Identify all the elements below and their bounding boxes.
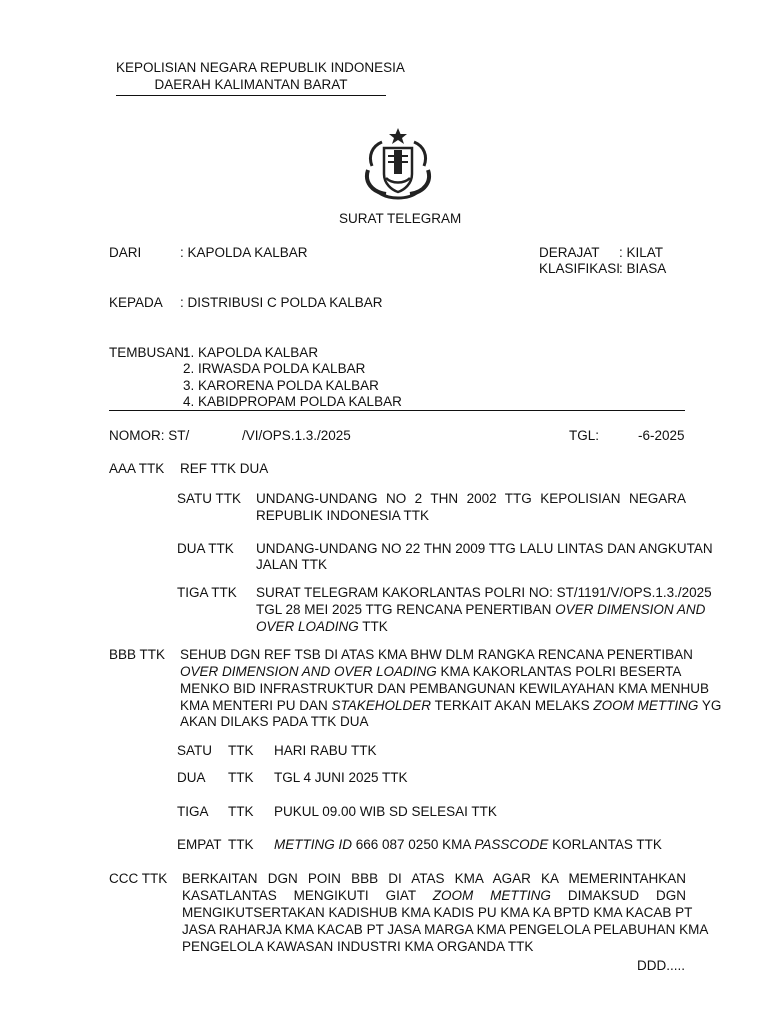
bbb-line-italic: STAKEHOLDER: [331, 698, 432, 713]
bbb-item-text: TGL 4 JUNI 2025 TTK: [274, 770, 408, 785]
tembusan-item: 3. KARORENA POLDA KALBAR: [183, 378, 379, 393]
aaa-item-number: TIGA TTK: [177, 585, 237, 600]
bbb-marker: BBB TTK: [109, 647, 166, 662]
document-title: SURAT TELEGRAM: [339, 211, 462, 226]
aaa-text: REF TTK DUA: [180, 461, 269, 476]
kepada-value: : DISTRIBUSI C POLDA KALBAR: [180, 295, 383, 310]
bbb-item-text: PUKUL 09.00 WIB SD SELESAI TTK: [274, 804, 497, 819]
polri-emblem-icon: [358, 126, 438, 202]
continuation-marker: DDD.....: [637, 958, 686, 973]
aaa-item-line: [256, 619, 388, 636]
bbb-line-italic: ZOOM METTING: [593, 698, 699, 713]
ccc-line: PENGELOLA KAWASAN INDUSTRI KMA ORGANDA TTK: [182, 939, 534, 954]
ccc-line: BERKAITAN DGN POIN BBB DI ATAS KMA AGAR KA MEMERINTAHKAN: [182, 871, 686, 886]
bbb-line: MENKO BID INFRASTRUKTUR DAN PEMBANGUNAN KEWILAYAHAN KMA MENHUB: [180, 681, 710, 696]
bbb-item-text: HARI RABU TTK: [274, 743, 377, 758]
aaa-item-line: SURAT TELEGRAM KAKORLANTAS POLRI NO: ST/1191/V/OPS.1.3./2025: [256, 585, 712, 600]
nomor-label: NOMOR: ST/: [109, 428, 190, 443]
aaa-marker: AAA TTK: [109, 461, 165, 476]
nomor-value: /VI/OPS.1.3./2025: [242, 428, 351, 443]
bbb-line-part: TERKAIT AKAN MELAKS: [431, 698, 594, 713]
ccc-line-part: DIMAKSUD DGN: [550, 888, 686, 903]
tembusan-item: 1. KAPOLDA KALBAR: [183, 345, 319, 360]
aaa-item-line-italic: OVER LOADING: [256, 619, 359, 634]
tembusan-item: 4. KABIDPROPAM POLDA KALBAR: [183, 394, 402, 409]
header-underline: [116, 95, 386, 96]
header-line-2: DAERAH KALIMANTAN BARAT: [154, 77, 348, 92]
aaa-item-line: [256, 602, 705, 619]
bbb-item-number: TIGA: [177, 804, 209, 819]
aaa-item-line: JALAN TTK: [256, 557, 328, 572]
bbb-item-number: DUA: [177, 770, 206, 785]
dari-label: DARI: [109, 245, 142, 260]
bbb-item-text: [274, 837, 662, 854]
ccc-marker: CCC TTK: [109, 871, 168, 886]
derajat-value: : KILAT: [619, 245, 664, 260]
aaa-item-line: REPUBLIK INDONESIA TTK: [256, 508, 430, 523]
derajat-label: DERAJAT: [539, 245, 600, 260]
tembusan-label: TEMBUSAN:: [109, 345, 188, 360]
bbb-item-ttk: TTK: [228, 837, 254, 852]
bbb-item-ttk: TTK: [228, 804, 254, 819]
section-divider: [109, 410, 685, 411]
ccc-line-part: KASATLANTAS MENGIKUTI GIAT: [182, 888, 433, 903]
aaa-item-line-italic: OVER DIMENSION AND: [555, 602, 706, 617]
aaa-item-line: UNDANG-UNDANG NO 2 THN 2002 TTG KEPOLISIAN NEGARA: [256, 491, 686, 506]
ccc-line: [182, 888, 686, 905]
bbb-item-text-part: KORLANTAS TTK: [548, 837, 662, 852]
tgl-label: TGL:: [569, 428, 600, 443]
klasifikasi-label: KLASIFIKASI: [539, 261, 621, 276]
bbb-item-number: EMPAT: [177, 837, 222, 852]
bbb-line: [180, 698, 721, 715]
kepada-label: KEPADA: [109, 295, 163, 310]
tgl-value: -6-2025: [638, 428, 685, 443]
aaa-item-line: UNDANG-UNDANG NO 22 THN 2009 TTG LALU LINTAS DAN ANGKUTAN: [256, 541, 713, 556]
ccc-line-italic: ZOOM METTING: [432, 888, 551, 903]
bbb-line-part: YG: [698, 698, 722, 713]
bbb-item-text-italic: METTING ID: [274, 837, 352, 852]
bbb-line: SEHUB DGN REF TSB DI ATAS KMA BHW DLM RANGKA RENCANA PENERTIBAN: [180, 647, 693, 662]
bbb-line-part: KMA MENTERI PU DAN: [180, 698, 332, 713]
bbb-item-text-part: 666 087 0250 KMA: [352, 837, 475, 852]
bbb-item-ttk: TTK: [228, 743, 254, 758]
klasifikasi-value: : BIASA: [619, 261, 667, 276]
bbb-line-italic: OVER DIMENSION AND OVER LOADING: [180, 664, 437, 679]
ccc-line: JASA RAHARJA KMA KACAB PT JASA MARGA KMA PENGELOLA PELABUHAN KMA: [182, 922, 709, 937]
bbb-line: [180, 664, 681, 681]
aaa-item-line-part: TTK: [358, 619, 388, 634]
ccc-line: MENGIKUTSERTAKAN KADISHUB KMA KADIS PU KMA KA BPTD KMA KACAB PT: [182, 905, 693, 920]
bbb-item-text-italic: PASSCODE: [474, 837, 549, 852]
bbb-item-ttk: TTK: [228, 770, 254, 785]
aaa-item-line-part: TGL 28 MEI 2025 TTG RENCANA PENERTIBAN: [256, 602, 556, 617]
bbb-item-number: SATU: [177, 743, 213, 758]
header-line-1: KEPOLISIAN NEGARA REPUBLIK INDONESIA: [116, 60, 405, 75]
aaa-item-number: DUA TTK: [177, 541, 234, 556]
dari-value: : KAPOLDA KALBAR: [180, 245, 308, 260]
bbb-line: AKAN DILAKS PADA TTK DUA: [180, 714, 369, 729]
tembusan-item: 2. IRWASDA POLDA KALBAR: [183, 361, 366, 376]
bbb-line-part: KMA KAKORLANTAS POLRI BESERTA: [436, 664, 682, 679]
aaa-item-number: SATU TTK: [177, 491, 242, 506]
